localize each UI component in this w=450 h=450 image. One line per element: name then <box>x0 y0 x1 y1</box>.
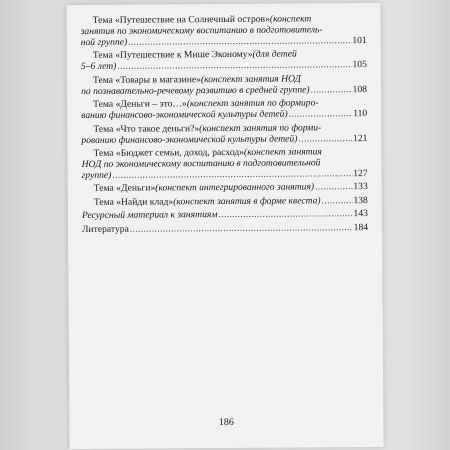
toc-description: (конспект занятия в форме квеста) <box>173 195 321 208</box>
toc-line <box>82 181 368 194</box>
toc-page-number: 133 <box>353 181 368 193</box>
toc-description: ной группе) <box>80 36 128 49</box>
toc-title: Тема «Путешествие на Солнечный остров» <box>92 13 270 26</box>
toc-line <box>81 59 367 72</box>
toc-description: (для детей <box>252 48 297 61</box>
toc-line <box>81 84 367 97</box>
toc-description: занятия по экономическому воспитанию в подготовитель- <box>80 24 323 38</box>
toc-description: (конспект занятия <box>243 146 322 158</box>
toc-description: по познавательно-речевому развитию в средней группе) <box>81 84 310 97</box>
toc-description: группе) <box>81 169 112 181</box>
table-of-contents <box>81 13 369 237</box>
toc-description: (конспект интегрированного занятия) <box>155 181 315 194</box>
toc-entry <box>81 48 367 72</box>
toc-entry <box>82 222 368 235</box>
book-page <box>66 3 383 449</box>
toc-description: Ресурсный материал к занятиям <box>81 209 218 222</box>
dot-leader <box>130 222 353 235</box>
toc-page-number: 143 <box>353 208 368 220</box>
toc-line <box>82 168 368 181</box>
toc-description: НОД по экономическому воспитанию в подготовительной <box>81 157 321 170</box>
toc-entry <box>82 195 368 208</box>
toc-description: 5–6 лет) <box>80 61 117 73</box>
toc-title: Тема «Путешествие к Мише Эконому» <box>92 49 253 62</box>
toc-description: рованию финансово-экономической культуры детей) <box>81 133 298 146</box>
toc-page-number: 110 <box>353 108 368 120</box>
toc-entry <box>81 13 367 48</box>
toc-page-number: 184 <box>353 221 369 233</box>
toc-line <box>81 133 367 146</box>
toc-line <box>82 208 368 221</box>
dot-leader <box>322 195 353 206</box>
toc-entry <box>81 122 367 146</box>
toc-page-number: 105 <box>352 59 367 71</box>
toc-page-number: 101 <box>352 35 367 47</box>
toc-page-number: 108 <box>352 83 368 95</box>
toc-description: ванию финансово-экономической культуры детей) <box>81 108 288 122</box>
toc-page-number: 121 <box>352 132 368 144</box>
toc-entry <box>82 208 368 221</box>
dot-leader <box>128 35 351 48</box>
dot-leader <box>289 108 353 119</box>
toc-entry <box>81 97 367 121</box>
toc-description: (конспект <box>269 13 312 25</box>
toc-description: (конспект занятия НОД <box>200 73 301 85</box>
toc-title: Тема «Найди клад» <box>93 196 174 208</box>
toc-title: Тема «Бюджет семьи, доход, расход» <box>93 146 245 159</box>
dot-leader <box>315 181 352 192</box>
dot-leader <box>311 84 352 95</box>
toc-title: Тема «Деньги» <box>93 182 156 195</box>
toc-title: Тема «Что такое деньги?» <box>93 122 200 135</box>
toc-line <box>81 35 367 48</box>
toc-line <box>81 108 367 121</box>
toc-entry <box>81 73 367 97</box>
dot-leader <box>112 168 352 181</box>
toc-entry <box>81 146 367 181</box>
toc-title: Тема «Товары в магазине» <box>92 73 201 86</box>
toc-page-number: 127 <box>353 167 368 180</box>
dot-leader <box>298 133 352 144</box>
toc-description: (конспект занятия по формиро- <box>186 97 319 110</box>
toc-line <box>82 195 368 208</box>
dot-leader <box>218 208 352 220</box>
toc-page-number: 138 <box>353 194 368 206</box>
toc-title: Литература <box>81 223 129 235</box>
toc-line <box>82 222 368 235</box>
toc-entry <box>82 181 368 194</box>
page-number: 186 <box>218 416 234 429</box>
toc-description: (конспект занятия по форми- <box>199 121 322 134</box>
toc-title: Тема «Деньги – это…» <box>93 98 187 111</box>
dot-leader <box>117 60 351 73</box>
